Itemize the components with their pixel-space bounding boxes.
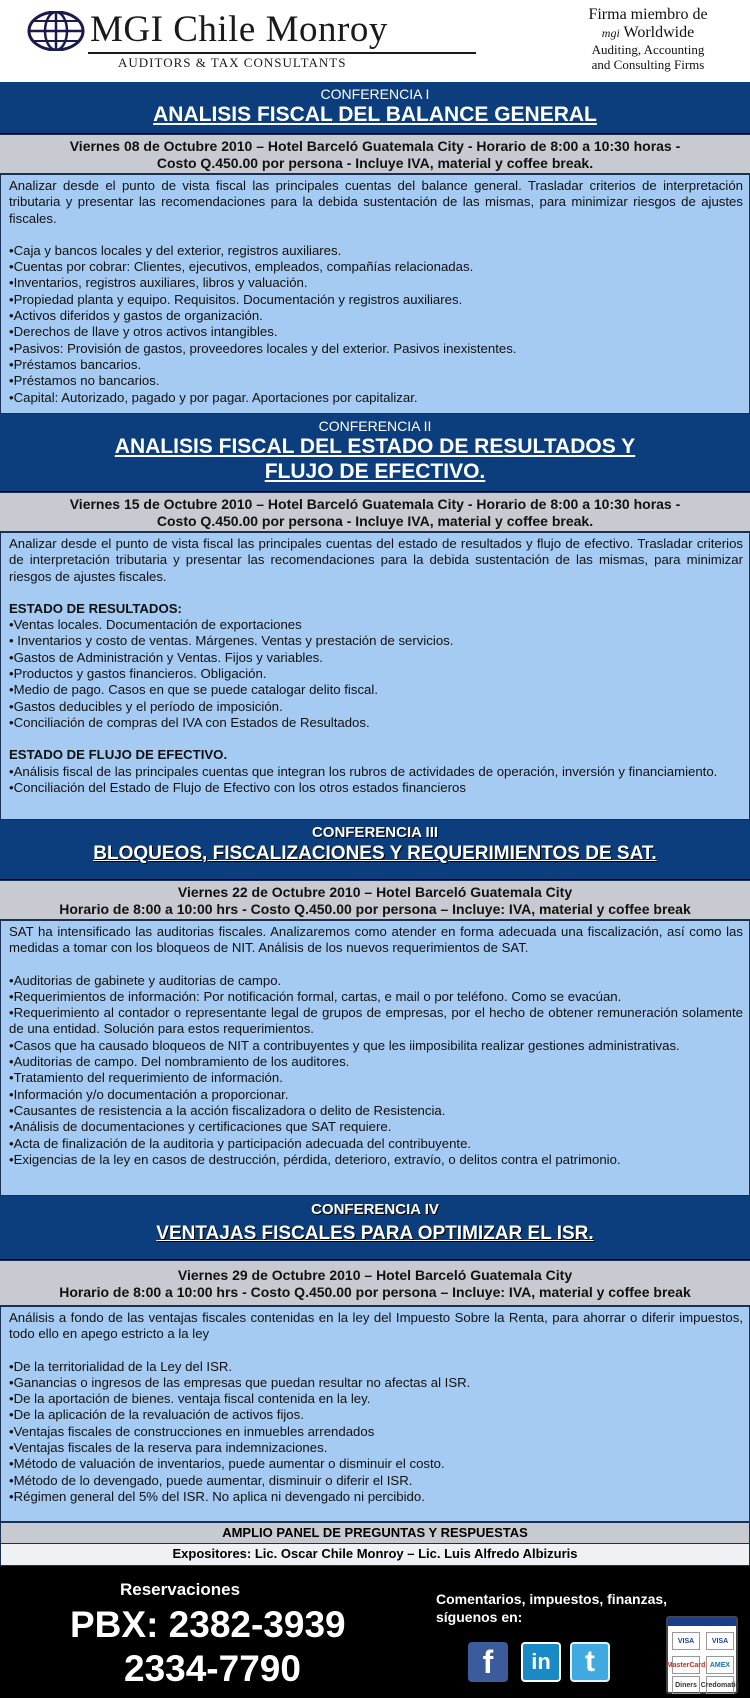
conference-1-item: •Caja y bancos locales y del exterior, registros auxiliares. — [9, 242, 342, 258]
firm-line3: Auditing, Accounting — [591, 42, 705, 57]
firm-line1: Firma miembro de — [588, 6, 708, 23]
conference-2-item: •Análisis fiscal de las principales cuentas que integran los rubros de actividades de operación, inversión y financiamiento. — [9, 763, 718, 779]
conference-1-label: CONFERENCIA I — [320, 86, 430, 102]
conference-1-date-line2: Costo Q.450.00 por persona - Incluye IVA, material y coffee break. — [156, 155, 594, 171]
conference-3-date-line1: Viernes 22 de Octubre 2010 – Hotel Barceló Guatemala City — [177, 884, 573, 900]
conference-2-date — [0, 492, 750, 532]
conference-1 — [0, 82, 750, 414]
credomatic-card-icon: Credomatic — [706, 1676, 734, 1694]
conference-1-title: ANALISIS FISCAL DEL BALANCE GENERAL — [153, 103, 597, 126]
mastercard-icon: MasterCard — [672, 1656, 700, 1674]
conference-3 — [0, 820, 750, 1196]
conference-1-item: •Cuentas por cobrar: Clientes, ejecutivos, empleados, compañías relacionadas. — [9, 259, 474, 275]
conference-2-item: • Inventarios y costo de ventas. Márgenes. Ventas y prestación de servicios. — [9, 633, 454, 649]
conference-2-item: •Conciliación del Estado de Flujo de Efectivo con los otros estados financieros — [9, 779, 466, 795]
conference-1-item: •Activos diferidos y gastos de organización. — [9, 308, 263, 324]
mgi-small-logo: mgi — [601, 26, 620, 40]
conference-2-item: •Gastos de Administración y Ventas. Fijos y variables. — [9, 649, 323, 665]
conference-4-item: •De la territorialidad de la Ley del ISR. — [9, 1358, 233, 1374]
conference-2 — [0, 414, 750, 820]
conference-3-item: •Exigencias de la ley en casos de destrucción, pérdida, deterioro, extravío, o delitos contra el patrimonio. — [9, 1151, 621, 1167]
conference-4 — [0, 1196, 750, 1522]
conference-2-label: CONFERENCIA II — [318, 418, 432, 434]
page-header — [0, 0, 750, 82]
phone-secondary[interactable]: 2334-7790 — [124, 1648, 301, 1689]
conference-3-date — [0, 880, 750, 920]
conference-3-item: •Información y/o documentación a proporcionar. — [9, 1086, 289, 1102]
conference-4-body — [0, 1306, 750, 1522]
conference-3-item: •Requerimientos de información: Por notificación formal, cartas, e mail o por teléfono. Como se evacúan. — [9, 988, 622, 1004]
conference-3-title: BLOQUEOS, FISCALIZACIONES Y REQUERIMIENTOS DE SAT. — [93, 843, 657, 864]
conference-3-body — [0, 920, 750, 1196]
phone-pbx[interactable]: PBX: 2382-3939 — [70, 1604, 346, 1645]
conference-3-item: •Acta de finalización de la auditoria y participación adecuada del contribuyente. — [9, 1135, 472, 1151]
visa-card-icon: VISA — [706, 1632, 734, 1650]
amex-card-icon: AMEX — [706, 1656, 734, 1674]
conference-2-item: •Medio de pago. Casos en que se puede catalogar delito fiscal. — [9, 682, 378, 698]
conference-1-item: •Pasivos: Provisión de gastos, proveedores locales y del exterior. Pasivos inexistentes. — [9, 340, 517, 356]
conference-1-date — [0, 134, 750, 174]
firm-line2: Worldwide — [623, 24, 695, 41]
conference-2-item: •Ventas locales. Documentación de exportaciones — [9, 617, 302, 633]
conference-4-item: •Ventajas fiscales de construcciones en inmuebles arrendados — [9, 1423, 375, 1439]
conference-2-date-line1: Viernes 15 de Octubre 2010 – Hotel Barceló Guatemala City - Horario de 8:00 a 10:30 horas - — [69, 496, 681, 512]
firm-line4: and Consulting Firms — [591, 57, 705, 72]
conference-2-item: •Gastos deducibles y el período de imposición. — [9, 698, 283, 714]
footer — [0, 1566, 750, 1698]
conference-3-item: •Causantes de resistencia a la acción fiscalizadora o delito de Resistencia. — [9, 1102, 446, 1118]
conference-2-date-line2: Costo Q.450.00 por persona - Incluye IVA, material y coffee break. — [156, 513, 594, 529]
conference-2-item: •Conciliación de compras del IVA con Estados de Resultados. — [9, 714, 370, 730]
conference-3-date-line2: Horario de 8:00 a 10:00 hrs - Costo Q.450.00 por persona – Incluye: IVA, material y coffee break — [59, 901, 691, 917]
conference-1-item: •Capital: Autorizado, pagado y por pagar. Aportaciones por capitalizar. — [9, 389, 418, 405]
diners-card-icon: Diners — [672, 1676, 700, 1694]
conference-1-item: •Préstamos no bancarios. — [9, 373, 160, 389]
conference-2-intro: Analizar desde el punto de vista fiscal las principales cuentas del estado de resultados y flujo de efectivo. Trasladar criterios de interpretación tributaria y presentar las recomendaciones para la debida sustentación de las mismas, para minimizar riesgos de ajustes fiscales. — [9, 536, 743, 584]
conference-4-item: •Ganancias o ingresos de las empresas que puedan resultar no afectas al ISR. — [9, 1374, 471, 1390]
conference-4-title: VENTAJAS FISCALES PARA OPTIMIZAR EL ISR. — [156, 1223, 594, 1244]
conference-4-item: •Régimen general del 5% del ISR. No aplica ni devengado ni percibido. — [9, 1488, 425, 1504]
conference-3-intro: SAT ha intensificado las auditorias fiscales. Analizaremos como atender en forma adecuada una fiscalización, así como las medidas a tomar con los bloqueos de NIT. Análisis de los nuevos requerimientos de SAT. — [9, 924, 743, 956]
conference-2-item: •Productos y gastos financieros. Obligación. — [9, 666, 267, 682]
conference-3-item: •Casos que ha causado bloqueos de NIT a contribuyentes y que les iimposibilita realizar gestiones administrativas. — [9, 1037, 680, 1053]
conference-3-label: CONFERENCIA III — [311, 824, 439, 841]
conference-2-header — [0, 414, 750, 492]
conference-4-item: •De la aplicación de la revaluación de activos fijos. — [9, 1407, 304, 1423]
conference-1-intro: Analizar desde el punto de vista fiscal las principales cuentas del balance general. Trasladar criterios de interpretación tributaria y presentar las recomendaciones para la debida sustentación de las mismas, para minimizar riesgos de ajustes fiscales. — [9, 178, 743, 226]
conference-2-body — [0, 532, 750, 820]
conference-4-item: •Método de lo devengado, puede aumentar, disminuir o diferir el ISR. — [9, 1472, 413, 1488]
conference-4-date — [0, 1260, 750, 1306]
linkedin-icon[interactable]: in — [521, 1642, 561, 1682]
firm-membership — [548, 6, 748, 72]
conference-2-subheading-2: ESTADO DE FLUJO DE EFECTIVO. — [9, 747, 228, 763]
accepted-cards-badge — [666, 1616, 738, 1694]
conference-2-title-line2: FLUJO DE EFECTIVO. — [264, 460, 486, 483]
conference-4-label: CONFERENCIA IV — [311, 1201, 439, 1218]
conference-1-item: •Propiedad planta y equipo. Requisitos. Documentación y registros auxiliares. — [9, 291, 463, 307]
conference-3-header — [0, 820, 750, 880]
logo-name: MGI Chile Monroy — [90, 9, 388, 50]
cards-badge-top — [668, 1618, 736, 1626]
follow-us-text: Comentarios, impuestos, finanzas, síguenos en: — [436, 1591, 668, 1625]
conference-4-item: •De la aportación de bienes. ventaja fiscal contenida en la ley. — [9, 1391, 371, 1407]
conference-4-header — [0, 1196, 750, 1260]
conference-1-date-line1: Viernes 08 de Octubre 2010 – Hotel Barceló Guatemala City - Horario de 8:00 a 10:30 horas - — [69, 138, 681, 154]
facebook-icon[interactable]: f — [468, 1642, 508, 1682]
speakers-line: Expositores: Lic. Oscar Chile Monroy – Lic. Luis Alfredo Albizuris — [0, 1544, 750, 1566]
conference-1-body — [0, 174, 750, 414]
conference-1-header — [0, 82, 750, 134]
conference-1-item: •Derechos de llave y otros activos intangibles. — [9, 324, 278, 340]
conference-4-item: •Ventajas fiscales de la reserva para indemnizaciones. — [9, 1440, 328, 1456]
logo-subtitle: AUDITORS & TAX CONSULTANTS — [118, 55, 347, 70]
reservations-label: Reservaciones — [120, 1580, 241, 1599]
conference-1-item: •Inventarios, registros auxiliares, libros y valuación. — [9, 275, 308, 291]
twitter-icon[interactable]: t — [570, 1642, 610, 1682]
visa-card-icon: VISA — [672, 1632, 700, 1650]
mgi-globe-logo-icon — [26, 11, 86, 51]
conference-3-item: •Análisis de documentaciones y certificaciones que SAT requiere. — [9, 1119, 392, 1135]
qa-panel — [0, 1522, 750, 1566]
conference-3-item: •Auditorias de gabinete y auditorias de campo. — [9, 972, 282, 988]
conference-2-title-line1: ANALISIS FISCAL DEL ESTADO DE RESULTADOS Y — [114, 435, 636, 458]
conference-1-item: •Préstamos bancarios. — [9, 356, 142, 372]
qa-panel-title: AMPLIO PANEL DE PREGUNTAS Y RESPUESTAS — [0, 1522, 750, 1544]
conference-4-item: •Método de valuación de inventarios, puede aumentar o disminuir el costo. — [9, 1456, 445, 1472]
conference-4-date-line1: Viernes 29 de Octubre 2010 – Hotel Barceló Guatemala City — [177, 1267, 573, 1283]
conference-4-date-line2: Horario de 8:00 a 10:00 hrs - Costo Q.450.00 por persona – Incluye: IVA, material y coffee break — [59, 1284, 691, 1300]
logo-divider — [88, 52, 476, 54]
conference-3-item: •Auditorias de campo. Del nombramiento de los auditores. — [9, 1054, 350, 1070]
conference-3-item: •Requerimiento al contador o representante legal de grupos de empresas, por el hecho de obtener remuneración solamente de una entidad. Solución para estos requerimientos. — [9, 1005, 743, 1037]
conference-3-item: •Tratamiento del requerimiento de información. — [9, 1070, 283, 1086]
conference-2-subheading-1: ESTADO DE RESULTADOS: — [9, 600, 182, 616]
conference-4-intro: Análisis a fondo de las ventajas fiscales contenidas en la ley del Impuesto Sobre la Renta, para ahorrar o diferir impuestos, todo ello en apego estricto a la ley — [9, 1310, 743, 1342]
